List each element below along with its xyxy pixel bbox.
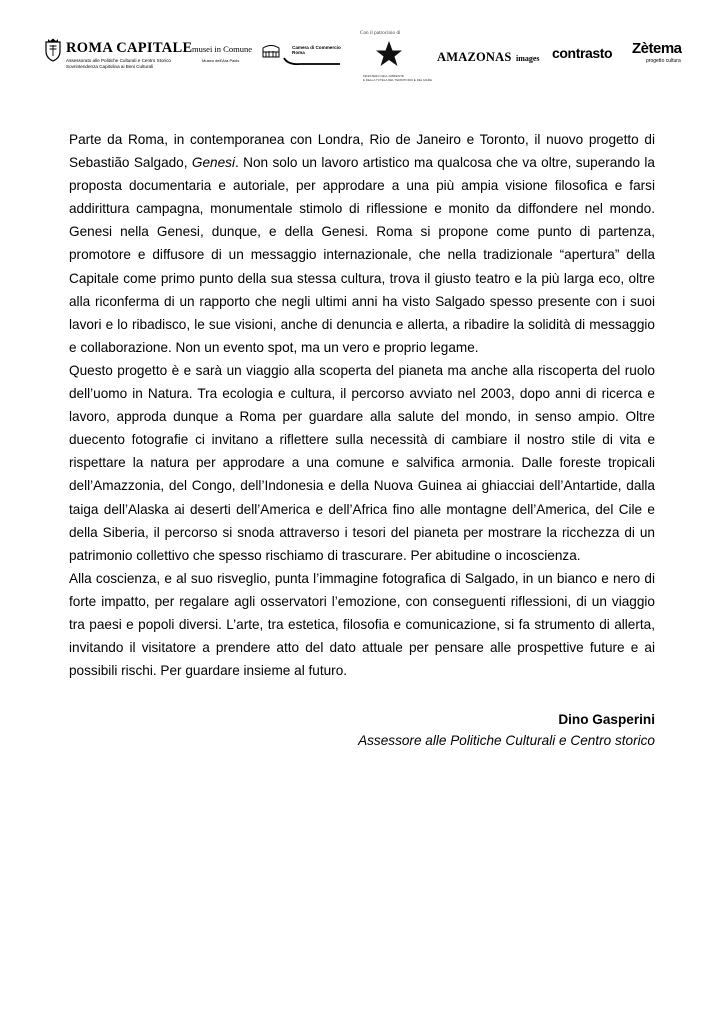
patrocinio-logo — [360, 30, 432, 86]
amazonas-images-logo — [437, 48, 540, 66]
musei-in-comune-logo — [192, 42, 254, 68]
patrocinio-label: Con il patrocinio di — [360, 30, 401, 36]
patrocinio-subtitle-2: E DELLA TUTELA DEL TERRITORIO E DEL MARE — [363, 78, 432, 82]
document-body — [69, 128, 655, 682]
roma-capitale-subtitle-2: Sovrintendenza Capitolina ai Beni Culturali — [66, 63, 154, 69]
roma-capitale-subtitle-1: Assessorato alle Politiche Culturali e Centro Storico — [66, 58, 171, 63]
star-emblem-icon — [375, 40, 403, 68]
logo-header — [0, 30, 724, 100]
camera-commercio-line1: Camera di Commercio — [292, 45, 341, 50]
contrasto-name: contrasto — [552, 45, 613, 61]
paragraph-1-rest: . Non solo un lavoro artistico ma qualcosa che va oltre, superando la proposta documentaria e autoriale, per approdare a una più ampia visione filosofica e farsi addirittura campagna, monumentale stimolo di riflessione e monito da diffondere nel mondo. Genesi nella Genesi, dunque, e della Genesi. Roma si propone come punto di partenza, promotore e diffusore di un messaggio internazionale, che nella tradizionale “apertura” della Capitale come primo punto della sua stessa cultura, trova il giusto teatro e la più larga eco, oltre alla riconferma di un rapporto che negli ultimi anni ha visto Salgado spesso presente con i suoi lavori e lo ribadisco, le sue visioni, anche di denuncia e allerta, a ribadire la solidità di messaggio e collaborazione. Non un evento spot, ma un vero e proprio legame. — [69, 155, 655, 355]
roma-crest-icon — [44, 38, 62, 62]
zetema-logo — [632, 40, 692, 70]
zetema-subtitle: progetto cultura — [646, 58, 681, 64]
zetema-name: Zètema — [632, 40, 682, 57]
amazonas-name: AMAZONAS — [437, 50, 512, 64]
paragraph-1 — [69, 128, 655, 359]
colosseum-icon — [262, 44, 280, 58]
signature-block — [358, 710, 655, 752]
musei-subtitle: Museo dell'Ara Pacis — [202, 58, 240, 63]
amazonas-suffix: images — [515, 54, 540, 63]
paragraph-1-start: Parte da Roma, in contemporanea con Londra, Rio de Janeiro e Toronto, il nuovo progetto di Sebastião Salgado, — [69, 132, 655, 171]
camera-commercio-line2: Roma — [292, 50, 305, 55]
signature-role: Assessore alle Politiche Culturali e Centro storico — [358, 733, 655, 748]
musei-name: musei in Comune — [192, 44, 252, 54]
patrocinio-subtitle-1: MINISTERO DELL'AMBIENTE — [363, 74, 404, 78]
camera-commercio-logo — [262, 42, 342, 70]
roma-capitale-logo — [44, 38, 193, 78]
contrasto-logo — [552, 45, 612, 61]
swoosh-icon — [282, 56, 342, 66]
paragraph-3: Alla coscienza, e al suo risveglio, punta l’immagine fotografica di Salgado, in un bianco e nero di forte impatto, per regalare agli osservatori l’emozione, con conseguenti riflessioni, di un viaggio tra paesi e popoli diversi. L’arte, tra estetica, filosofia e comunicazione, si fa strumento di allerta, invitando il visitatore a prendere atto del dato attuale per pensare alle prospettive future e ai possibili rischi. Per guardare insieme al futuro. — [69, 570, 655, 679]
roma-capitale-name: ROMA CAPITALE — [66, 40, 193, 56]
signature-name: Dino Gasperini — [558, 712, 655, 727]
genesi-title: Genesi — [191, 155, 235, 171]
paragraph-2: Questo progetto è e sarà un viaggio alla scoperta del pianeta ma anche alla riscoperta del ruolo dell’uomo in Natura. Tra ecologia e cultura, il percorso avviato nel 2003, dopo anni di ricerca e lavoro, approda dunque a Roma per guardare alla salute del mondo, in senso ampio. Oltre duecento fotografie ci invitano a riflettere sulla necessità di cambiare il nostro stile di vita e rispettare la natura per approdare a una comune e salvifica armonia. Dalle foreste tropicali dell’Amazzonia, del Congo, dell’Indonesia e della Nuova Guinea ai ghiacciai dell’Antartide, dalla taiga dell’Alaska ai deserti dell’America e dell’Africa fino alle montagne dell’America, del Cile e della Siberia, il percorso si snoda attraverso i tesori del pianeta per mostrare la ricchezza di un patrimonio collettivo che spesso rischiamo di trascurare. Per abitudine o incoscienza. — [69, 362, 655, 563]
